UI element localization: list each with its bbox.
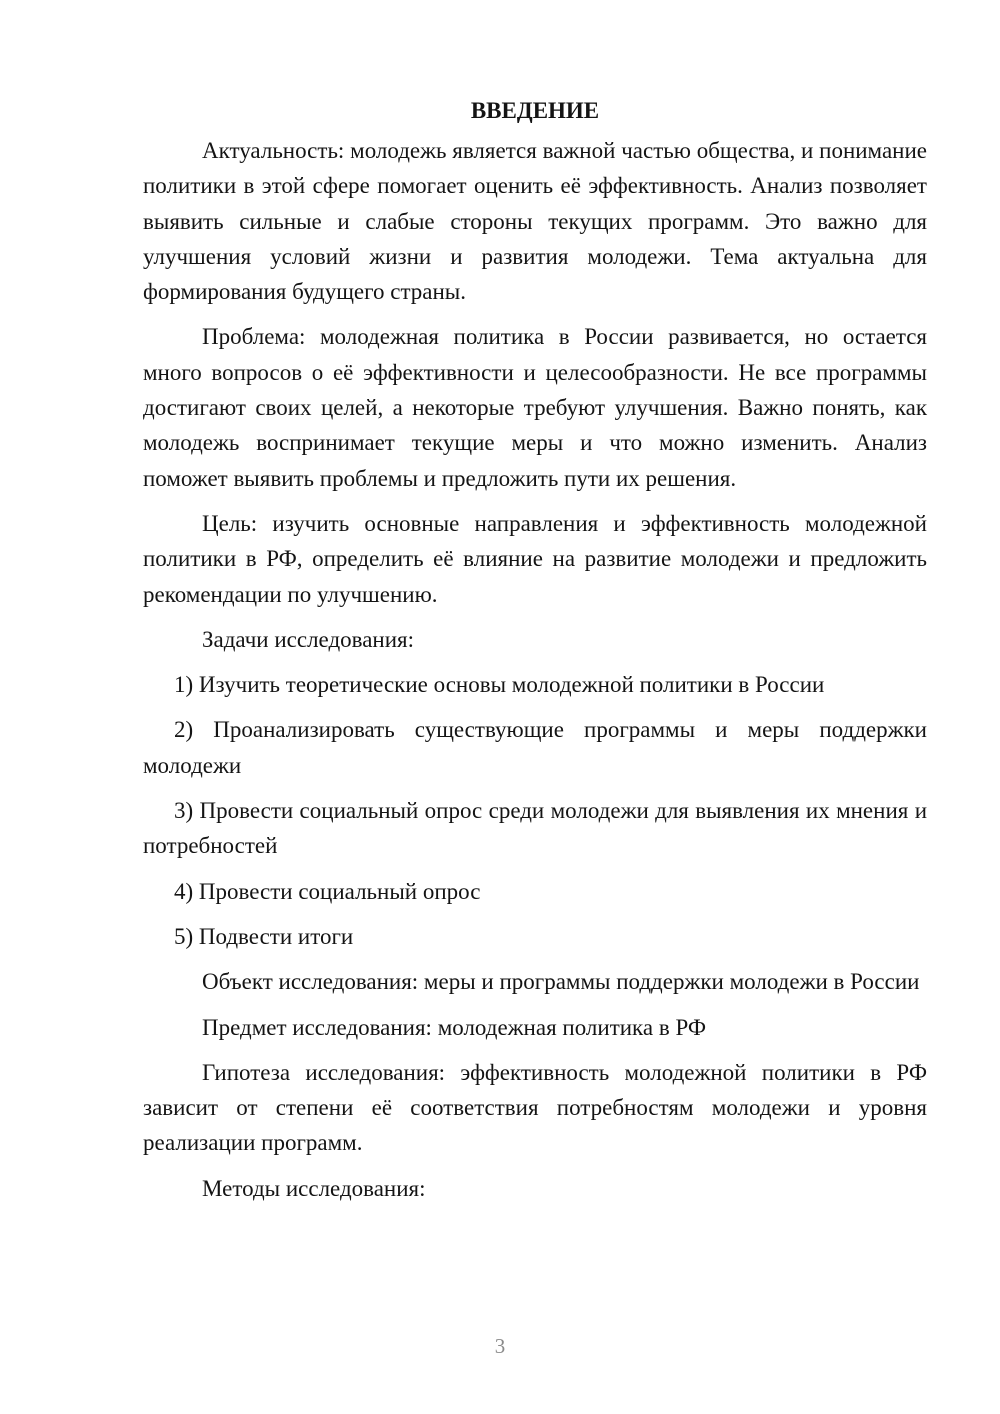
relevance-paragraph: Актуальность: молодежь является важной частью общества, и понимание политики в этой сфере помогает оценить её эффективность. Анализ позволяет выявить сильные и слабые стороны текущих программ. Это важно для улучшения условий жизни и развития молодежи. Тема актуальна для формирования будущего страны.	[143, 138, 927, 305]
task-item: 4) Провести социальный опрос	[174, 878, 481, 904]
task-item: 2) Проанализировать существующие программы и меры поддержки молодежи	[143, 717, 927, 778]
tasks-heading: Задачи исследования:	[202, 626, 415, 652]
page-title: ВВЕДЕНИЕ	[470, 98, 600, 123]
hypothesis-paragraph: Гипотеза исследования: эффективность молодежной политики в РФ зависит от степени её соответствия потребностям молодежи и уровня реализации программ.	[143, 1059, 927, 1156]
task-item: 5) Подвести итоги	[174, 923, 354, 949]
task-item: 3) Провести социальный опрос среди молодежи для выявления их мнения и потребностей	[143, 798, 927, 859]
object-paragraph: Объект исследования: меры и программы поддержки молодежи в России	[202, 969, 920, 995]
task-item: 1) Изучить теоретические основы молодежной политики в России	[174, 672, 825, 698]
page-number: 3	[494, 1334, 506, 1358]
methods-heading: Методы исследования:	[202, 1175, 426, 1201]
goal-paragraph: Цель: изучить основные направления и эффективность молодежной политики в РФ, определить её влияние на развитие молодежи и предложить рекомендации по улучшению.	[143, 510, 927, 607]
subject-paragraph: Предмет исследования: молодежная политика в РФ	[202, 1014, 707, 1040]
problem-paragraph: Проблема: молодежная политика в России развивается, но остается много вопросов о её эффективности и целесообразности. Не все программы достигают своих целей, а некоторые требуют улучшения. Важно понять, как молодежь воспринимает текущие меры и что можно изменить. Анализ поможет выявить проблемы и предложить пути их решения.	[143, 324, 927, 491]
document-page	[143, 93, 927, 1216]
